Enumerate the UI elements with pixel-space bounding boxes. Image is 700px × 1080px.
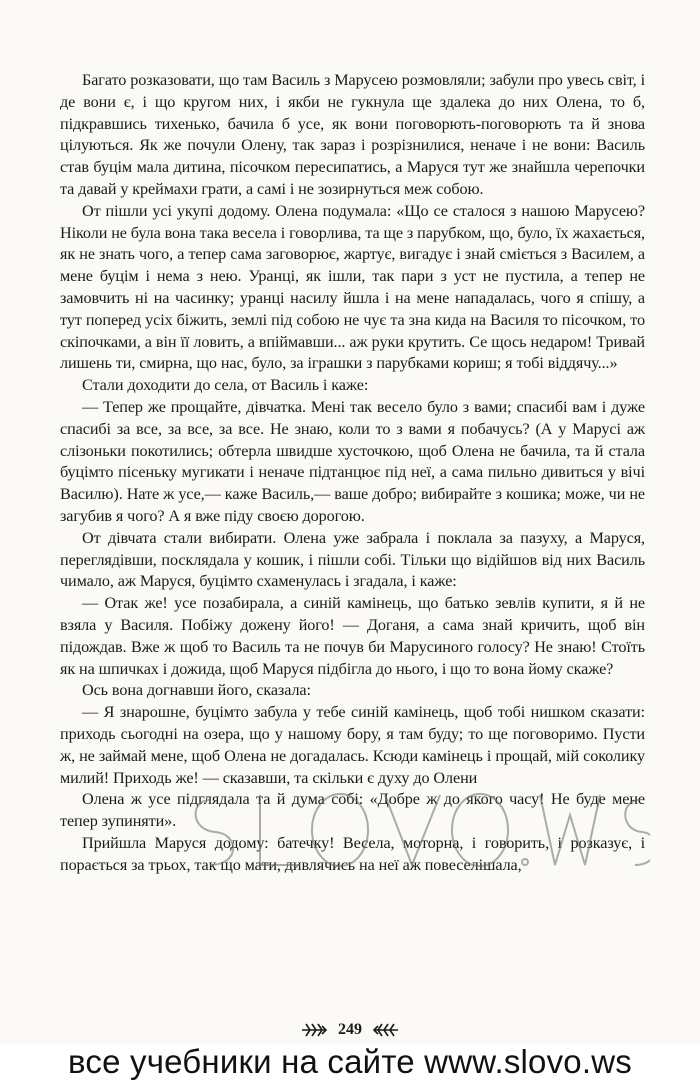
paragraph-5: От дівчата стали вибирати. Олена уже забрала і поклала за пазуху, а Маруся, переглядівши, посклядала у кошик, і пішли собі. Тільки що відійшов від них Василь чимало, аж Маруся, буцімто схаменулась і згадала, і каже: bbox=[60, 528, 645, 591]
ornament-left-icon bbox=[300, 1021, 328, 1039]
paragraph-9: Олена ж усе підглядала та й дума собі: «Добре ж до якого часу! Не буде мене тепер зупиняти». bbox=[60, 790, 645, 831]
page-text bbox=[60, 70, 645, 876]
paragraph-2: От пішли усі укупі додому. Олена подумала: «Що се сталося з нашою Марусею? Ніколи не була вона така весела і говорлива, та ще з парубком, що, було, їх жахається, як не знать чого, а тепер сама заговорює, жартує, вигадує і знай сміється з Василем, а мене буцім і нема з нею. Уранці, як ішли, так пари з уст не пустила, а тепер не замовчить ні на часинку; уранці насилу йшла і на мене нападалась, чого я спішу, а тут поперед усіх біжить, землі під собою не чує та зна кида на Василя то пісочком, то скіпочками, а він її ловить, а впіймавши... аж руки крутить. Се щось недаром! Тривай лишень ти, смирна, що нас, було, за іграшки з парубками кориш; я тобі віддячу...» bbox=[60, 201, 645, 373]
page-number: 249 bbox=[338, 1021, 362, 1038]
paragraph-1: Багато розказовати, що там Василь з Марусею розмовляли; забули про увесь світ, і де вони є, і що кругом них, і якби не гукнула ще здалека до них Олена, то б, підкравшись тихенько, бачила б усе, як вони поговорють-поговорють та й знова цілуються. Як же почули Олену, так зараз і розрізнилися, неначе і не вони: Василь став буцім мала дитина, пісочком пересипатись, а Маруся тут же знайшла черепочки та давай у креймахи грати, а самі і не зозирнуться меж собою. bbox=[60, 71, 645, 198]
page-folio bbox=[0, 1018, 700, 1042]
paragraph-4: — Тепер же прощайте, дівчатка. Мені так весело було з вами; спасибі вам і дуже спасибі за все, за все, за все. Не знаю, коли то з вами я побачусь? (А у Марусі аж слізоньки покотились; обтерла швидше хусточкою, щоб Олена не бачила, та й стала буцімто пісеньку мугикати і неначе підтанцює під неї, а сама пильно дивиться у вічі Василю). Нате ж усе,— каже Василь,— ваше добро; вибирайте з кошика; може, чи не загубив я чого? А я вже піду своєю дорогою. bbox=[60, 397, 645, 525]
paragraph-8: — Я знарошне, буцімто забула у тебе синій камінець, щоб тобі нишком сказати: приходь сьогодні на озера, що у нашому бору, я там буду; то ще поговоримо. Пусти ж, не займай мене, щоб Олена не догадалась. Ксюди камінець і прощай, мій соколику милий! Приходь же! — сказавши, та скільки є духу до Олени bbox=[60, 703, 645, 787]
paragraph-10: Прийшла Маруся додому: батечку! Весела, моторна, і говорить, і розказує, і порається за трьох, так що мати, дивлячись на неї аж повеселішала, bbox=[60, 833, 645, 874]
site-banner: все учебники на сайте www.slovo.ws bbox=[0, 1044, 700, 1080]
paragraph-3: Стали доходити до села, от Василь і каже: bbox=[82, 376, 369, 395]
paragraph-6: — Отак же! усе позабирала, а синій камінець, що батько зевлів купити, я й не взяла у Василя. Побіжу дожену його! — Доганя, а сама знай кричить, щоб він підождав. Вже ж щоб то Василь та не почув би Марусиного голосу? Не знаю! Стоїть як на шпичках і дожида, щоб Маруся підбігла до нього, і що то вона йому скаже? bbox=[60, 594, 645, 678]
paragraph-7: Ось вона догнавши його, сказала: bbox=[82, 681, 311, 700]
ornament-right-icon bbox=[372, 1021, 400, 1039]
